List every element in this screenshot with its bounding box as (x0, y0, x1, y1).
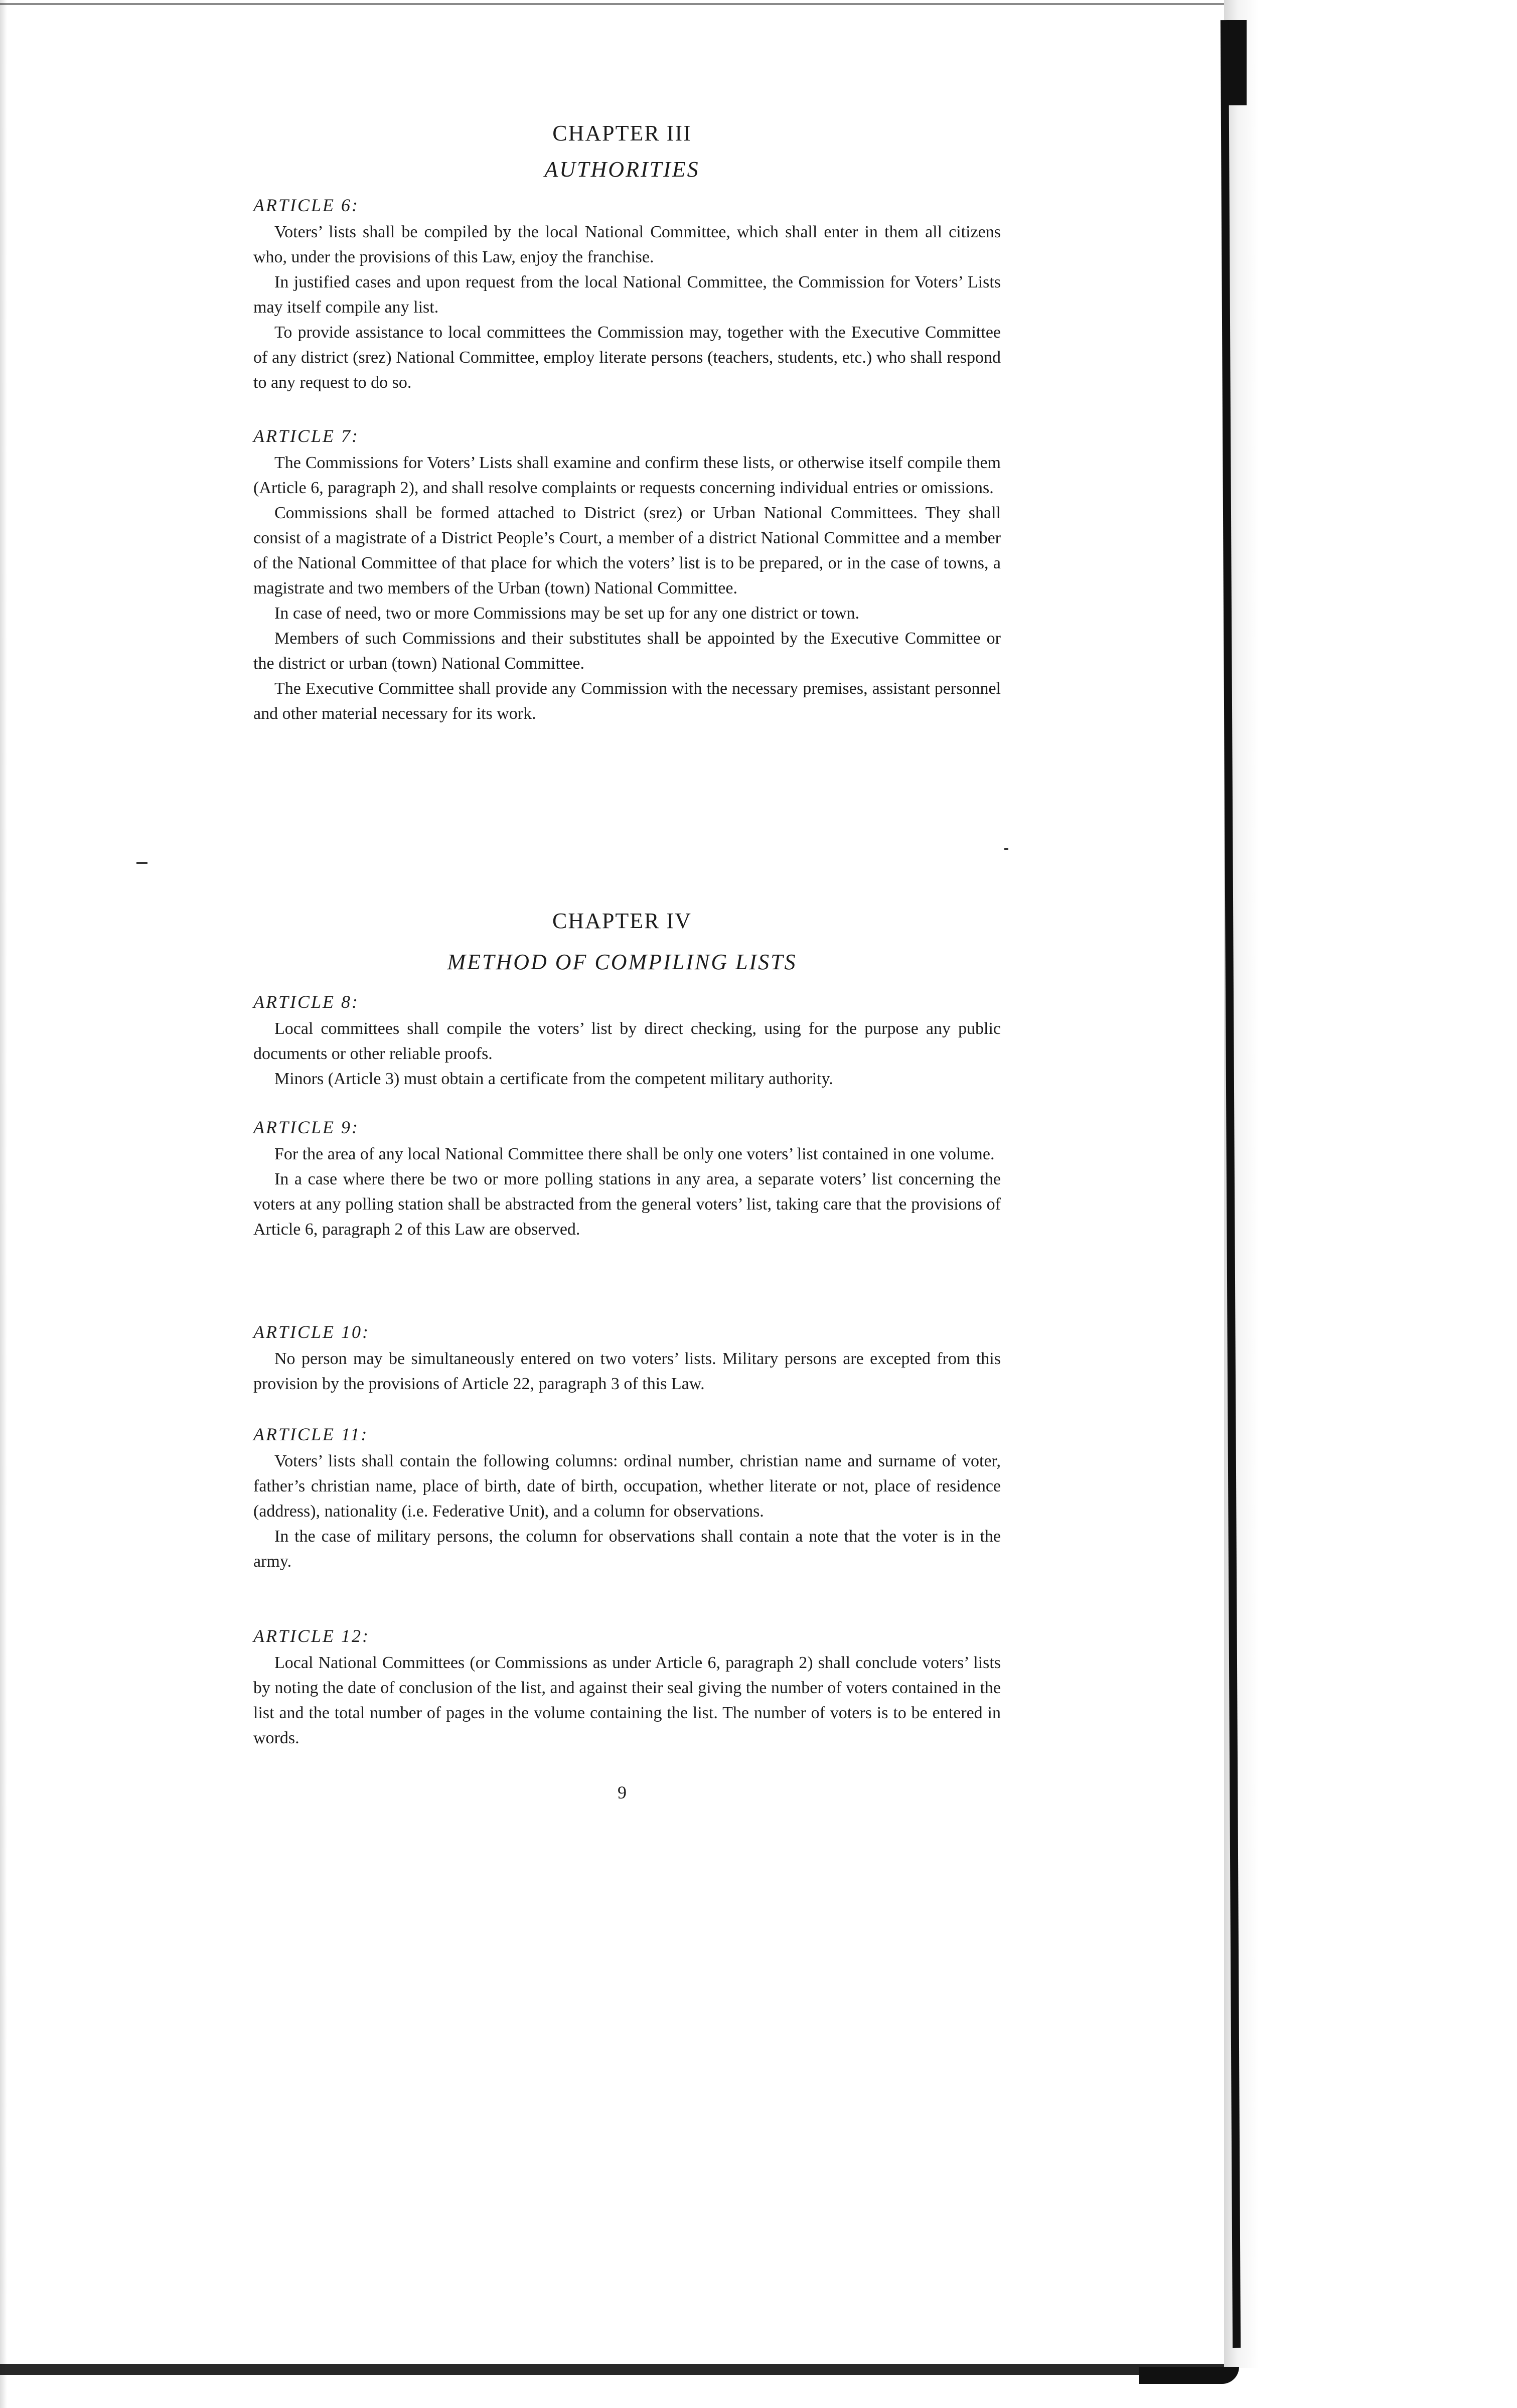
article-label: ARTICLE 10: (253, 1322, 370, 1342)
article-paragraph: Voters’ lists shall contain the following columns: ordinal number, christian name and surname of voter, father’s christian name, place of birth, date of birth, occupation, whether literate or not, place of residence (address), nationality (i.e. Federative Unit), and a column for observations. (253, 1452, 1001, 1521)
article-12 (253, 1625, 1001, 1751)
article-paragraph: Minors (Article 3) must obtain a certificate from the competent military authority. (274, 1070, 833, 1088)
chapter-iv-subheading (0, 949, 1244, 975)
article-paragraph: In a case where there be two or more polling stations in any area, a separate voters’ list concerning the voters at any polling station shall be abstracted from the general voters’ list, taking care that the provisions of Article 6, paragraph 2 of this Law are observed. (253, 1170, 1001, 1239)
scan-bottom-edge (0, 2364, 1224, 2375)
chapter-title: CHAPTER III (552, 121, 692, 145)
article-label: ARTICLE 8: (253, 992, 360, 1012)
article-paragraph: The Commissions for Voters’ Lists shall examine and confirm these lists, or otherwise itself compile them (Article 6, paragraph 2), and shall resolve complaints or requests concerning individual entries or omissions. (253, 454, 1001, 497)
article-paragraph: Members of such Commissions and their substitutes shall be appointed by the Executive Committee or the district or urban (town) National Committee. (253, 629, 1001, 673)
article-11 (253, 1424, 1001, 1574)
article-paragraph: No person may be simultaneously entered on two voters’ lists. Military persons are excepted from this provision by the provisions of Article 22, paragraph 3 of this Law. (253, 1349, 1001, 1393)
article-label: ARTICLE 6: (253, 195, 360, 215)
chapter-iv-heading (0, 908, 1244, 934)
article-10 (253, 1321, 1001, 1397)
article-label: ARTICLE 12: (253, 1626, 370, 1646)
page-number: 9 (618, 1782, 627, 1802)
chapter-title: CHAPTER IV (552, 909, 692, 933)
article-paragraph: Commissions shall be formed attached to District (srez) or Urban National Committees. They shall consist of a magistrate of a District People’s Court, a member of a district National Committee and a member of the National Committee of that place for which the voters’ list is to be prepared, or in the case of towns, a magistrate and two members of the Urban (town) National Committee. (253, 504, 1001, 597)
article-9 (253, 1117, 1001, 1242)
article-paragraph: In the case of military persons, the column for observations shall contain a note that the voter is in the army. (253, 1527, 1001, 1571)
article-paragraph: For the area of any local National Committee there shall be only one voters’ list contained in one volume. (274, 1145, 995, 1163)
article-label: ARTICLE 11: (253, 1424, 369, 1444)
chapter-subtitle: METHOD OF COMPILING LISTS (447, 950, 797, 974)
article-paragraph: The Executive Committee shall provide any Commission with the necessary premises, assistant personnel and other material necessary for its work. (253, 679, 1001, 723)
article-label: ARTICLE 9: (253, 1117, 360, 1137)
article-paragraph: Local National Committees (or Commissions as under Article 6, paragraph 2) shall conclude voters’ lists by noting the date of conclusion of the list, and against their seal giving the number of voters contained in the list and the total number of pages in the volume containing the list. The number of voters is to be entered in words. (253, 1653, 1001, 1747)
article-paragraph: Local committees shall compile the voters’ list by direct checking, using for the purpose any public documents or other reliable proofs. (253, 1019, 1001, 1063)
article-paragraph: In justified cases and upon request from the local National Committee, the Commission for Voters’ Lists may itself compile any list. (253, 273, 1001, 317)
article-paragraph: Voters’ lists shall be compiled by the local National Committee, which shall enter in them all citizens who, under the provisions of this Law, enjoy the franchise. (253, 223, 1001, 266)
article-paragraph: To provide assistance to local committees the Commission may, together with the Executive Committee of any district (srez) National Committee, employ literate persons (teachers, students, etc.) who shall respond to any request to do so. (253, 323, 1001, 392)
chapter-subtitle: AUTHORITIES (544, 157, 700, 182)
article-8 (253, 991, 1001, 1092)
scan-bottom-corner (1139, 2367, 1239, 2384)
article-label: ARTICLE 7: (253, 426, 360, 446)
chapter-iii-heading (0, 120, 1244, 146)
article-paragraph: In case of need, two or more Commissions may be set up for any one district or town. (274, 604, 860, 623)
article-7 (253, 425, 1001, 726)
chapter-iii-subheading (0, 157, 1244, 182)
article-6 (253, 195, 1001, 395)
